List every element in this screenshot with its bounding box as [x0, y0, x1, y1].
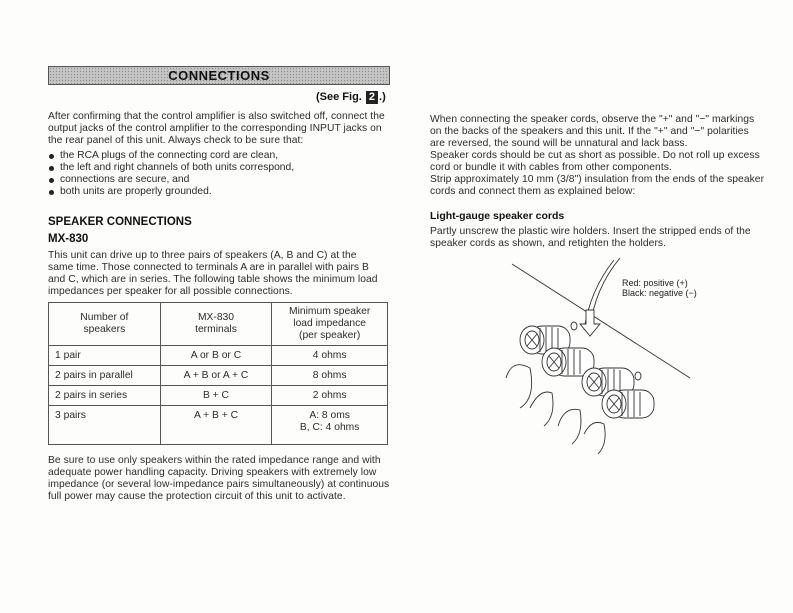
cell-impedance: 2 ohms — [272, 386, 388, 406]
polarity-line: Speaker cords should be cut as short as possible. Do not roll up excess — [430, 150, 760, 161]
header-number-of-speakers: Number of speakers — [49, 303, 161, 346]
polarity-line: on the backs of the speakers and this unit. If the "+" and "−" polarities — [430, 126, 749, 137]
figure-number-badge: 2 — [366, 91, 378, 104]
model-heading: MX-830 — [48, 233, 89, 245]
table-row — [49, 366, 388, 386]
header-min-impedance: Minimum speaker load impedance (per speaker) — [272, 303, 388, 346]
cell-terminals: A + B + C — [160, 406, 272, 445]
speaker-paragraph — [48, 250, 393, 298]
checklist-item: the RCA plugs of the connecting cord are clean, — [48, 150, 388, 162]
table-row — [49, 406, 388, 445]
speaker-connections-heading: SPEAKER CONNECTIONS — [48, 216, 192, 228]
cell-impedance: 4 ohms — [272, 346, 388, 366]
polarity-paragraph — [430, 114, 775, 198]
intro-line: output jacks of the control amplifier to the corresponding INPUT jacks on — [48, 123, 382, 134]
polarity-line: cord or bundle it with cables from other components. — [430, 162, 672, 173]
finger-outline — [530, 392, 553, 426]
cell-terminals: B + C — [160, 386, 272, 406]
polarity-line: are reversed, the sound will be unnatural and lack bass. — [430, 138, 688, 149]
cell-count: 2 pairs in parallel — [49, 366, 161, 386]
finger-outline — [584, 422, 605, 454]
terminal-knob — [602, 390, 654, 418]
warning-line: Be sure to use only speakers within the rated impedance range and with — [48, 455, 381, 466]
section-header-bar — [48, 66, 390, 85]
cell-impedance: 8 ohms — [272, 366, 388, 386]
intro-line: the rear panel of this unit. Always check to be sure that: — [48, 135, 304, 146]
impedance-table — [48, 302, 388, 445]
finger-outline — [506, 365, 532, 408]
cell-terminals: A + B or A + C — [160, 366, 272, 386]
light-gauge-paragraph — [430, 226, 775, 250]
warning-line: impedance (or several low-impedance pairs simultaneously) at continuous — [48, 479, 390, 490]
light-gauge-line: speaker cords as shown, and retighten the holders. — [430, 238, 667, 249]
warning-line: full power may cause the protection circuit of this unit to activate. — [48, 491, 346, 502]
checklist — [48, 150, 388, 198]
legend-red: Red: positive (+) — [622, 278, 688, 288]
warning-paragraph — [48, 455, 393, 503]
checklist-item: connections are secure, and — [48, 174, 388, 186]
figure-reference-prefix: (See Fig. — [316, 91, 362, 103]
speaker-line: This unit can drive up to three pairs of speakers (A, B and C) at the — [48, 250, 357, 261]
polarity-line: When connecting the speaker cords, observe the "+" and "−" markings — [430, 114, 755, 125]
polarity-line: cords and connect them as explained below: — [430, 186, 636, 197]
polarity-line: Strip approximately 10 mm (3/8") insulation from the ends of the speaker — [430, 174, 765, 185]
cell-count: 3 pairs — [49, 406, 161, 445]
cell-count: 1 pair — [49, 346, 161, 366]
light-gauge-line: Partly unscrew the plastic wire holders. Insert the stripped ends of the — [430, 226, 751, 237]
intro-paragraph — [48, 111, 393, 147]
header-terminals: MX-830 terminals — [160, 303, 272, 346]
screw-hole — [571, 322, 577, 330]
table-row — [49, 386, 388, 406]
intro-line: After confirming that the control amplifier is also switched off, connect the — [48, 111, 385, 122]
section-title: CONNECTIONS — [168, 68, 270, 83]
diagram-legend — [622, 278, 697, 298]
speaker-line: and C, which are in series. The following table shows the minimum load — [48, 274, 378, 285]
legend-black: Black: negative (−) — [622, 288, 697, 298]
light-gauge-heading: Light-gauge speaker cords — [430, 210, 565, 222]
screw-hole — [635, 372, 641, 380]
finger-outline — [558, 409, 581, 444]
insert-arrow-icon — [580, 310, 600, 336]
cell-impedance: A: 8 oms B, C: 4 ohms — [272, 406, 388, 445]
speaker-line: impedances per speaker for all possible connections. — [48, 286, 293, 297]
speaker-line: same time. Those connected to terminals A are in parallel with pairs B — [48, 262, 369, 273]
cell-terminals: A or B or C — [160, 346, 272, 366]
figure-reference — [316, 91, 386, 104]
warning-line: adequate power handling capacity. Driving speakers with extremely low — [48, 467, 377, 478]
figure-reference-suffix: .) — [379, 91, 386, 103]
cell-count: 2 pairs in series — [49, 386, 161, 406]
table-row — [49, 346, 388, 366]
checklist-item: the left and right channels of both units correspond, — [48, 162, 388, 174]
table-header-row — [49, 303, 388, 346]
checklist-item: both units are properly grounded. — [48, 186, 388, 198]
